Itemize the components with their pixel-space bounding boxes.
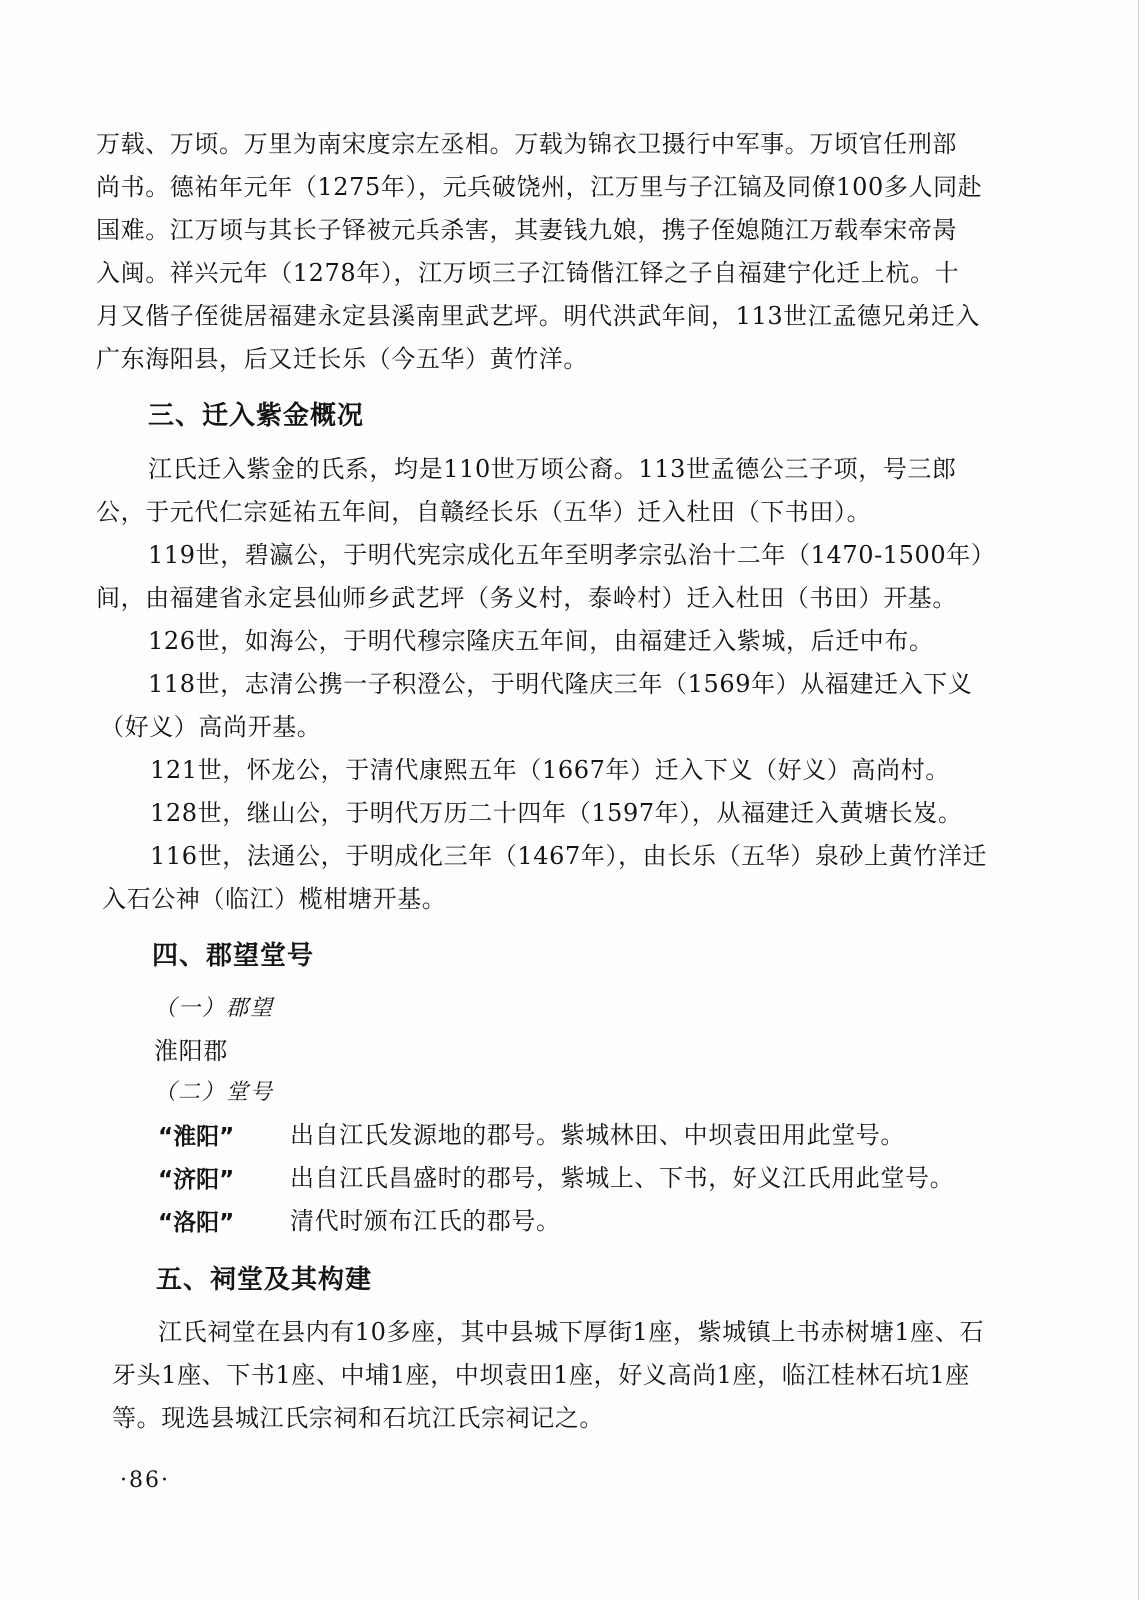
paragraph-line: 128世，继山公，于明代万历二十四年（1597年），从福建迁入黄塘长岌。 <box>150 799 963 827</box>
paragraph-line: 万载、万顷。万里为南宋度宗左丞相。万载为锦衣卫摄行中军事。万顷官任刑部 <box>96 130 957 158</box>
paragraph-line: 入闽。祥兴元年（1278年），江万顷三子江锜偕江铎之子自福建宁化迁上杭。十 <box>96 259 960 287</box>
paragraph-line: （好义）高尚开基。 <box>100 713 322 741</box>
hall-name: “济阳” <box>158 1167 235 1193</box>
paragraph-line: 江氏祠堂在县内有10多座，其中县城下厚街1座，紫城镇上书赤树塘1座、石 <box>158 1318 985 1346</box>
hall-name: “淮阳” <box>158 1124 235 1150</box>
subheading-commandery: （一）郡望 <box>154 996 275 1021</box>
paragraph-line: 126世，如海公，于明代穆宗隆庆五年间，由福建迁入紫城，后迁中布。 <box>148 627 934 655</box>
paragraph-line: 入石公神（临江）榄柑塘开基。 <box>102 885 447 913</box>
paragraph-line: 等。现选县城江氏宗祠和石坑江氏宗祠记之。 <box>112 1404 604 1432</box>
subheading-hall-names: （二）堂号 <box>154 1080 275 1105</box>
paragraph-line: 月又偕子侄徙居福建永定县溪南里武艺坪。明代洪武年间，113世江孟德兄弟迁入 <box>96 302 981 330</box>
paragraph-line: 尚书。德祐年元年（1275年），元兵破饶州，江万里与子江镐及同僚100多人同赴 <box>96 173 983 201</box>
paragraph-line: 间，由福建省永定县仙师乡武艺坪（务义村，泰岭村）迁入杜田（书田）开基。 <box>96 584 957 612</box>
section-heading-halls: 四、郡望堂号 <box>152 941 315 971</box>
paragraph-line: 121世，怀龙公，于清代康熙五年（1667年）迁入下义（好义）高尚村。 <box>150 756 950 784</box>
section-heading-ancestral-halls: 五、祠堂及其构建 <box>156 1265 373 1295</box>
page-number: ·86· <box>120 1468 170 1493</box>
paragraph-line: 广东海阳县，后又迁长乐（今五华）黄竹洋。 <box>96 345 588 373</box>
paragraph-line: 牙头1座、下书1座、中埔1座，中坝袁田1座，好义高尚1座，临江桂林石坑1座 <box>112 1361 970 1389</box>
hall-description: 清代时颁布江氏的郡号。 <box>290 1207 561 1235</box>
scan-edge-line <box>1138 0 1139 1600</box>
paragraph-line: 江氏迁入紫金的氏系，均是110世万顷公裔。113世孟德公三子项，号三郎 <box>148 455 957 483</box>
paragraph-line: 公，于元代仁宗延祐五年间，自赣经长乐（五华）迁入杜田（下书田）。 <box>96 498 872 526</box>
paragraph-line: 118世，志清公携一子积澄公，于明代隆庆三年（1569年）从福建迁入下义 <box>148 670 973 698</box>
hall-description: 出自江氏昌盛时的郡号，紫城上、下书，好义江氏用此堂号。 <box>290 1164 955 1192</box>
paragraph-line: 119世，碧瀛公，于明代宪宗成化五年至明孝宗弘治十二年（1470-1500年） <box>148 541 996 569</box>
paragraph-line: 116世，法通公，于明成化三年（1467年），由长乐（五华）泉砂上黄竹洋迁 <box>150 842 988 870</box>
section-heading-migration: 三、迁入紫金概况 <box>148 401 365 431</box>
commandery-name: 淮阳郡 <box>154 1037 228 1065</box>
hall-description: 出自江氏发源地的郡号。紫城林田、中坝袁田用此堂号。 <box>290 1121 905 1149</box>
paragraph-line: 国难。江万顷与其长子铎被元兵杀害，其妻钱九娘，携子侄媳随江万载奉宋帝昺 <box>96 216 957 244</box>
hall-name: “洛阳” <box>158 1210 235 1236</box>
